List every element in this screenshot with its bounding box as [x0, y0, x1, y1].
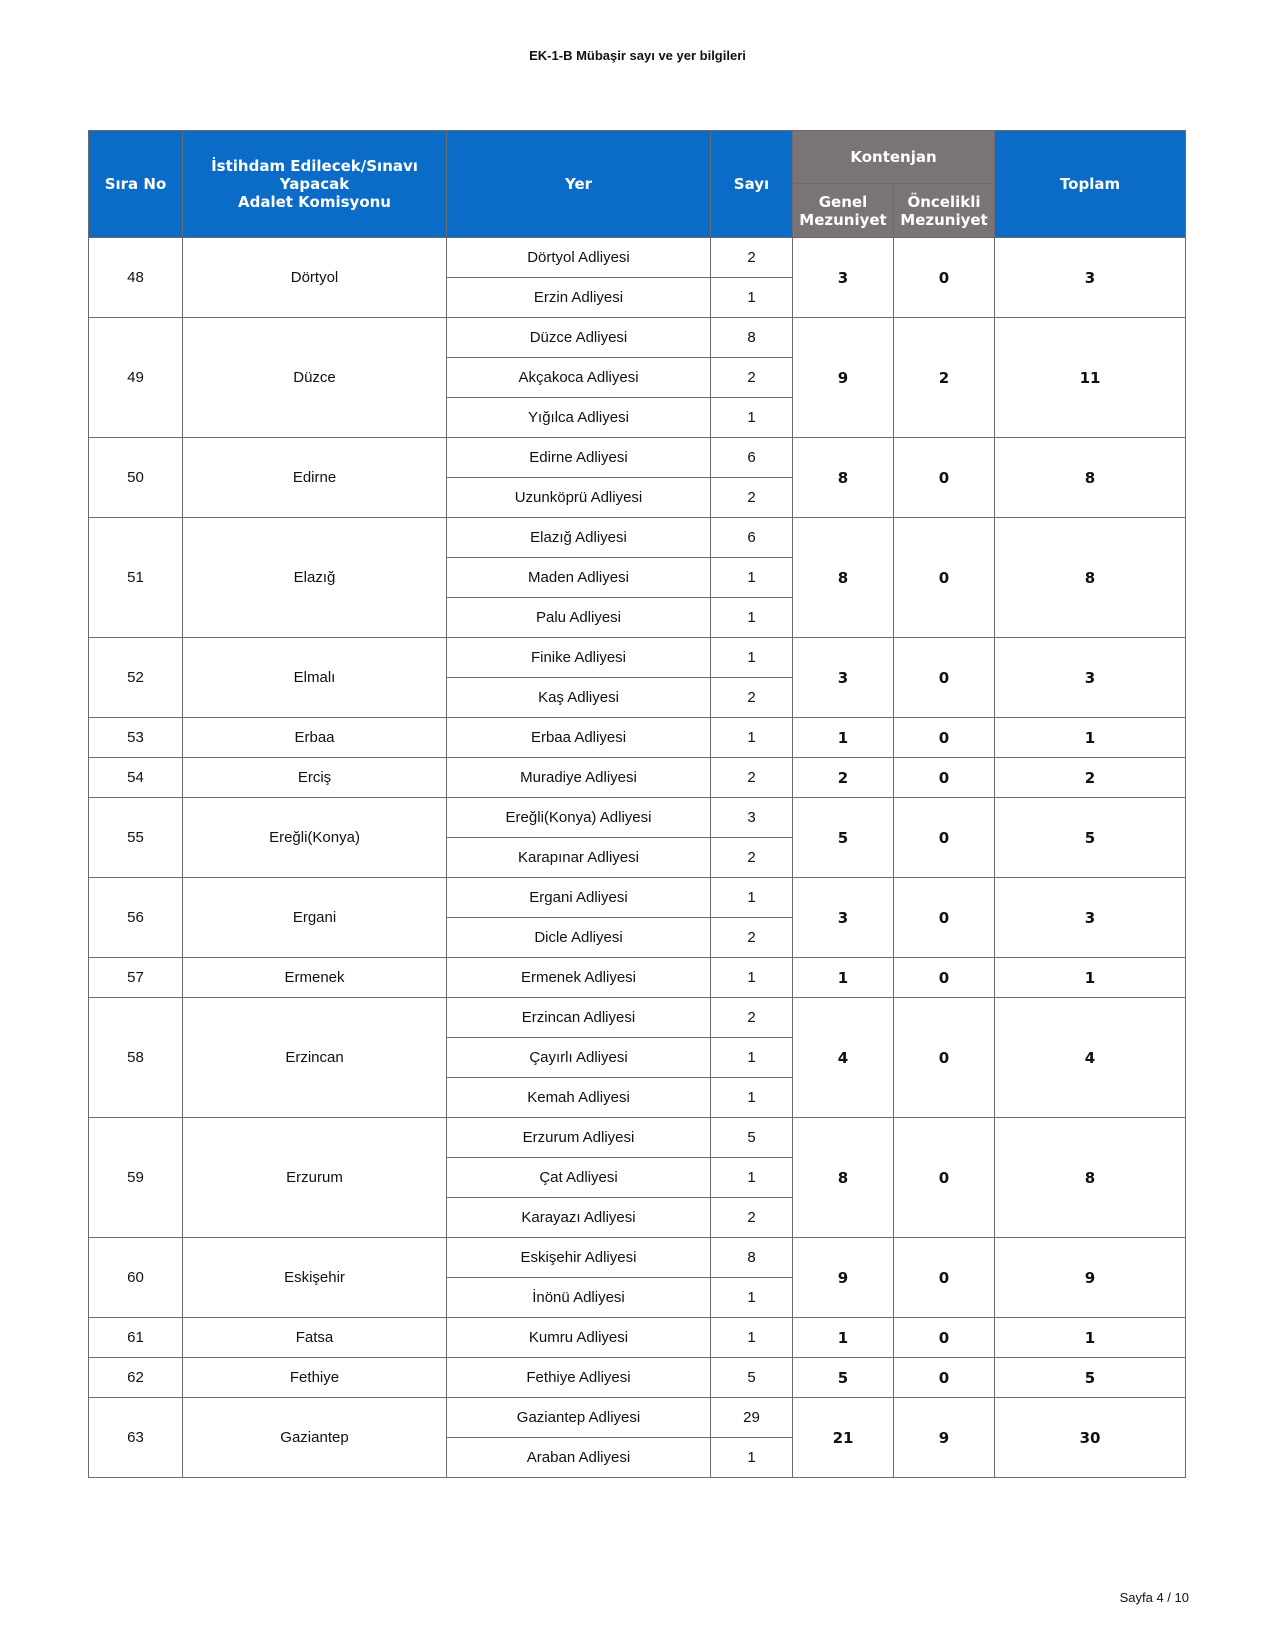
cell-sayi: 1 — [711, 718, 793, 758]
cell-genel-mezuniyet: 9 — [793, 1238, 894, 1318]
cell-yer: Araban Adliyesi — [447, 1438, 711, 1478]
cell-sira-no: 62 — [89, 1358, 183, 1398]
table-row — [89, 958, 1186, 998]
cell-sayi: 2 — [711, 678, 793, 718]
page-number: Sayfa 4 / 10 — [1119, 1590, 1189, 1605]
table-row — [89, 1118, 1186, 1158]
cell-sayi: 1 — [711, 1038, 793, 1078]
cell-toplam: 1 — [995, 718, 1186, 758]
cell-oncelikli-mezuniyet: 0 — [894, 438, 995, 518]
cell-komisyon: Eskişehir — [183, 1238, 447, 1318]
table-row — [89, 1238, 1186, 1278]
cell-genel-mezuniyet: 3 — [793, 238, 894, 318]
cell-sayi: 1 — [711, 278, 793, 318]
table-row — [89, 718, 1186, 758]
header-oncelikli-line1: Öncelikli — [907, 192, 981, 211]
cell-sira-no: 57 — [89, 958, 183, 998]
cell-genel-mezuniyet: 9 — [793, 318, 894, 438]
cell-oncelikli-mezuniyet: 0 — [894, 238, 995, 318]
cell-sayi: 1 — [711, 638, 793, 678]
cell-yer: Akçakoca Adliyesi — [447, 358, 711, 398]
table-row — [89, 638, 1186, 678]
header-sayi: Sayı — [711, 131, 793, 238]
cell-sayi: 2 — [711, 918, 793, 958]
header-komisyon-line1: İstihdam Edilecek/Sınavı — [211, 157, 418, 175]
cell-genel-mezuniyet: 5 — [793, 798, 894, 878]
cell-yer: İnönü Adliyesi — [447, 1278, 711, 1318]
cell-yer: Elazığ Adliyesi — [447, 518, 711, 558]
cell-komisyon: Dörtyol — [183, 238, 447, 318]
cell-komisyon: Ergani — [183, 878, 447, 958]
cell-sira-no: 54 — [89, 758, 183, 798]
cell-toplam: 1 — [995, 1318, 1186, 1358]
cell-genel-mezuniyet: 4 — [793, 998, 894, 1118]
cell-yer: Erzincan Adliyesi — [447, 998, 711, 1038]
cell-yer: Dicle Adliyesi — [447, 918, 711, 958]
cell-yer: Eskişehir Adliyesi — [447, 1238, 711, 1278]
cell-toplam: 30 — [995, 1398, 1186, 1478]
cell-komisyon: Ereğli(Konya) — [183, 798, 447, 878]
cell-oncelikli-mezuniyet: 0 — [894, 998, 995, 1118]
cell-sira-no: 56 — [89, 878, 183, 958]
cell-sayi: 2 — [711, 998, 793, 1038]
cell-komisyon: Elazığ — [183, 518, 447, 638]
cell-yer: Kumru Adliyesi — [447, 1318, 711, 1358]
cell-toplam: 5 — [995, 1358, 1186, 1398]
cell-toplam: 4 — [995, 998, 1186, 1118]
header-toplam: Toplam — [995, 131, 1186, 238]
cell-komisyon: Erzurum — [183, 1118, 447, 1238]
cell-sayi: 1 — [711, 1278, 793, 1318]
cell-yer: Çayırlı Adliyesi — [447, 1038, 711, 1078]
cell-genel-mezuniyet: 2 — [793, 758, 894, 798]
cell-yer: Maden Adliyesi — [447, 558, 711, 598]
cell-yer: Ereğli(Konya) Adliyesi — [447, 798, 711, 838]
cell-sira-no: 58 — [89, 998, 183, 1118]
cell-komisyon: Fatsa — [183, 1318, 447, 1358]
cell-genel-mezuniyet: 1 — [793, 958, 894, 998]
cell-yer: Kaş Adliyesi — [447, 678, 711, 718]
cell-sayi: 1 — [711, 878, 793, 918]
header-sira-no: Sıra No — [89, 131, 183, 238]
cell-sayi: 1 — [711, 1318, 793, 1358]
cell-sayi: 2 — [711, 1198, 793, 1238]
cell-sayi: 1 — [711, 958, 793, 998]
cell-komisyon: Edirne — [183, 438, 447, 518]
cell-genel-mezuniyet: 1 — [793, 1318, 894, 1358]
table-row — [89, 758, 1186, 798]
cell-yer: Dörtyol Adliyesi — [447, 238, 711, 278]
header-kontenjan: Kontenjan — [793, 131, 995, 184]
cell-sira-no: 51 — [89, 518, 183, 638]
cell-yer: Çat Adliyesi — [447, 1158, 711, 1198]
table-row — [89, 878, 1186, 918]
cell-yer: Karapınar Adliyesi — [447, 838, 711, 878]
cell-sayi: 5 — [711, 1358, 793, 1398]
cell-toplam: 8 — [995, 518, 1186, 638]
cell-sayi: 6 — [711, 438, 793, 478]
cell-yer: Ergani Adliyesi — [447, 878, 711, 918]
cell-yer: Gaziantep Adliyesi — [447, 1398, 711, 1438]
cell-komisyon: Fethiye — [183, 1358, 447, 1398]
cell-oncelikli-mezuniyet: 0 — [894, 798, 995, 878]
cell-sira-no: 55 — [89, 798, 183, 878]
table-row — [89, 438, 1186, 478]
mubasir-table — [88, 130, 1186, 1478]
cell-sayi: 8 — [711, 318, 793, 358]
cell-yer: Düzce Adliyesi — [447, 318, 711, 358]
cell-oncelikli-mezuniyet: 0 — [894, 758, 995, 798]
cell-toplam: 8 — [995, 438, 1186, 518]
cell-sira-no: 61 — [89, 1318, 183, 1358]
cell-yer: Erbaa Adliyesi — [447, 718, 711, 758]
cell-sira-no: 50 — [89, 438, 183, 518]
cell-sayi: 29 — [711, 1398, 793, 1438]
cell-oncelikli-mezuniyet: 0 — [894, 958, 995, 998]
cell-sira-no: 48 — [89, 238, 183, 318]
cell-toplam: 3 — [995, 238, 1186, 318]
cell-oncelikli-mezuniyet: 0 — [894, 638, 995, 718]
cell-oncelikli-mezuniyet: 0 — [894, 1238, 995, 1318]
cell-sira-no: 49 — [89, 318, 183, 438]
cell-oncelikli-mezuniyet: 0 — [894, 1318, 995, 1358]
cell-sayi: 1 — [711, 598, 793, 638]
cell-yer: Ermenek Adliyesi — [447, 958, 711, 998]
cell-komisyon: Erciş — [183, 758, 447, 798]
cell-sira-no: 52 — [89, 638, 183, 718]
cell-yer: Kemah Adliyesi — [447, 1078, 711, 1118]
cell-oncelikli-mezuniyet: 2 — [894, 318, 995, 438]
cell-toplam: 11 — [995, 318, 1186, 438]
table-row — [89, 1358, 1186, 1398]
document-title: EK-1-B Mübaşir sayı ve yer bilgileri — [529, 48, 746, 63]
cell-komisyon: Erzincan — [183, 998, 447, 1118]
cell-genel-mezuniyet: 8 — [793, 1118, 894, 1238]
cell-yer: Yığılca Adliyesi — [447, 398, 711, 438]
header-oncelikli-mezuniyet — [894, 184, 995, 238]
cell-genel-mezuniyet: 3 — [793, 638, 894, 718]
cell-oncelikli-mezuniyet: 0 — [894, 1358, 995, 1398]
cell-yer: Palu Adliyesi — [447, 598, 711, 638]
table-row — [89, 798, 1186, 838]
table-row — [89, 998, 1186, 1038]
cell-genel-mezuniyet: 1 — [793, 718, 894, 758]
cell-yer: Edirne Adliyesi — [447, 438, 711, 478]
cell-sayi: 2 — [711, 838, 793, 878]
cell-sayi: 2 — [711, 758, 793, 798]
cell-sira-no: 63 — [89, 1398, 183, 1478]
cell-yer: Erzurum Adliyesi — [447, 1118, 711, 1158]
table-header — [89, 131, 1186, 238]
table-row — [89, 318, 1186, 358]
cell-sayi: 3 — [711, 798, 793, 838]
header-oncelikli-line2: Mezuniyet — [900, 210, 988, 229]
cell-toplam: 3 — [995, 878, 1186, 958]
cell-sayi: 1 — [711, 1438, 793, 1478]
cell-sira-no: 59 — [89, 1118, 183, 1238]
header-komisyon-line3: Adalet Komisyonu — [238, 193, 391, 211]
cell-sayi: 1 — [711, 398, 793, 438]
cell-oncelikli-mezuniyet: 9 — [894, 1398, 995, 1478]
cell-yer: Uzunköprü Adliyesi — [447, 478, 711, 518]
cell-sayi: 2 — [711, 358, 793, 398]
header-genel-line2: Mezuniyet — [799, 210, 887, 229]
cell-yer: Muradiye Adliyesi — [447, 758, 711, 798]
cell-sayi: 1 — [711, 1078, 793, 1118]
cell-oncelikli-mezuniyet: 0 — [894, 518, 995, 638]
cell-genel-mezuniyet: 5 — [793, 1358, 894, 1398]
cell-yer: Karayazı Adliyesi — [447, 1198, 711, 1238]
cell-toplam: 9 — [995, 1238, 1186, 1318]
cell-oncelikli-mezuniyet: 0 — [894, 1118, 995, 1238]
header-yer: Yer — [447, 131, 711, 238]
table-row — [89, 238, 1186, 278]
cell-sayi: 1 — [711, 558, 793, 598]
cell-yer: Finike Adliyesi — [447, 638, 711, 678]
cell-sayi: 8 — [711, 1238, 793, 1278]
table-row — [89, 1318, 1186, 1358]
cell-toplam: 8 — [995, 1118, 1186, 1238]
cell-genel-mezuniyet: 8 — [793, 438, 894, 518]
cell-sayi: 1 — [711, 1158, 793, 1198]
cell-toplam: 5 — [995, 798, 1186, 878]
cell-komisyon: Düzce — [183, 318, 447, 438]
cell-komisyon: Erbaa — [183, 718, 447, 758]
cell-genel-mezuniyet: 21 — [793, 1398, 894, 1478]
header-komisyon — [183, 131, 447, 238]
cell-komisyon: Ermenek — [183, 958, 447, 998]
header-genel-line1: Genel — [818, 192, 868, 211]
header-komisyon-line2: Yapacak — [279, 175, 350, 193]
cell-oncelikli-mezuniyet: 0 — [894, 718, 995, 758]
cell-toplam: 3 — [995, 638, 1186, 718]
cell-oncelikli-mezuniyet: 0 — [894, 878, 995, 958]
cell-genel-mezuniyet: 8 — [793, 518, 894, 638]
table-body — [89, 238, 1186, 1478]
cell-komisyon: Elmalı — [183, 638, 447, 718]
cell-sayi: 2 — [711, 478, 793, 518]
cell-sira-no: 53 — [89, 718, 183, 758]
table-row — [89, 518, 1186, 558]
cell-yer: Erzin Adliyesi — [447, 278, 711, 318]
cell-sayi: 5 — [711, 1118, 793, 1158]
cell-toplam: 2 — [995, 758, 1186, 798]
cell-sira-no: 60 — [89, 1238, 183, 1318]
cell-komisyon: Gaziantep — [183, 1398, 447, 1478]
table-row — [89, 1398, 1186, 1438]
cell-yer: Fethiye Adliyesi — [447, 1358, 711, 1398]
cell-sayi: 2 — [711, 238, 793, 278]
cell-sayi: 6 — [711, 518, 793, 558]
cell-toplam: 1 — [995, 958, 1186, 998]
header-genel-mezuniyet — [793, 184, 894, 238]
cell-genel-mezuniyet: 3 — [793, 878, 894, 958]
